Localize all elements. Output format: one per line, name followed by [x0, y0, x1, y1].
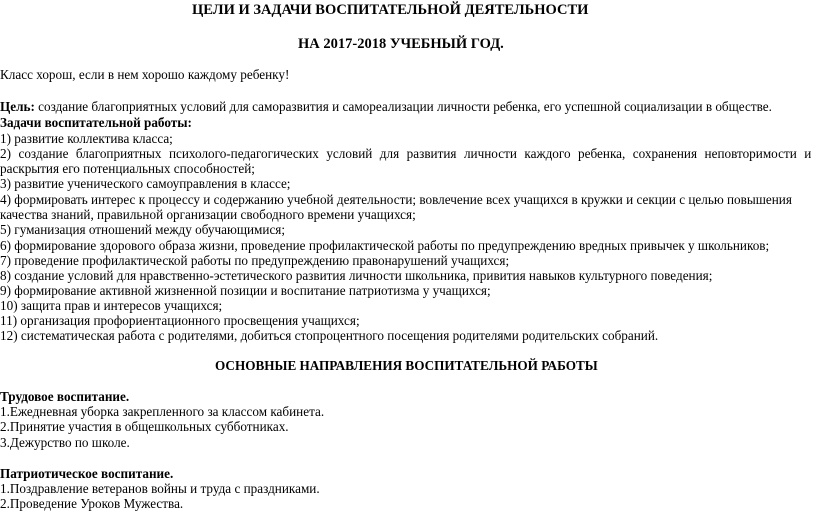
labor-heading: Трудовое воспитание.	[0, 389, 130, 404]
task-item: качества знаний, правильной организации свободного времени учащихся;	[0, 207, 416, 222]
task-item: 11) организация профориентационного просвещения учащихся;	[0, 313, 360, 328]
patriotic-item: 2.Проведение Уроков Мужества.	[0, 496, 184, 511]
task-item: 4) формировать интерес к процессу и содержанию учебной деятельности; вовлечение всех учащихся в кружки и секции с целью повышения	[0, 192, 792, 207]
goal-label: Цель:	[0, 99, 35, 114]
task-item: 2) создание благоприятных психолого-педагогических условий для развития личности каждого ребенка, сохранения неповторимости и	[0, 146, 812, 161]
directions-heading: ОСНОВНЫЕ НАПРАВЛЕНИЯ ВОСПИТАТЕЛЬНОЙ РАБОТЫ	[215, 358, 598, 373]
patriotic-heading: Патриотическое воспитание.	[0, 466, 174, 481]
task-item: 7) проведение профилактической работы по предупреждению правонарушений учащихся;	[0, 253, 510, 268]
task-item: 9) формирование активной жизненной позиции и воспитание патриотизма у учащихся;	[0, 283, 491, 298]
task-item: раскрытия его потенциальных способностей;	[0, 161, 255, 176]
task-item: 8) создание условий для нравственно-эстетического развития личности школьника, привития навыков культурного поведения;	[0, 268, 713, 283]
patriotic-item: 1.Поздравление ветеранов войны и труда с праздниками.	[0, 481, 320, 496]
task-item: 6) формирование здорового образа жизни, проведение профилактической работы по предупреждению вредных привычек у школьников;	[0, 238, 770, 253]
task-item: 5) гуманизация отношений между обучающимися;	[0, 222, 286, 237]
labor-item: 1.Ежедневная уборка закрепленного за классом кабинета.	[0, 404, 325, 419]
task-item: 10) защита прав и интересов учащихся;	[0, 298, 223, 313]
goal-text: создание благоприятных условий для саморазвития и самореализации личности ребенка, его успешной социализации в обществе.	[34, 99, 772, 114]
task-item: 12) систематическая работа с родителями, добиться стопроцентного посещения родителями родительских собраний.	[0, 328, 659, 343]
goal-paragraph	[0, 99, 772, 115]
task-item: 3) развитие ученического самоуправления в классе;	[0, 176, 291, 191]
labor-item: 3.Дежурство по школе.	[0, 435, 130, 450]
labor-item: 2.Принятие участия в общешкольных субботниках.	[0, 419, 289, 434]
motto: Класс хорош, если в нем хорошо каждому ребенку!	[0, 67, 290, 82]
tasks-heading: Задачи воспитательной работы:	[0, 115, 192, 130]
page-subtitle: НА 2017-2018 УЧЕБНЫЙ ГОД.	[298, 36, 504, 52]
page-title: ЦЕЛИ И ЗАДАЧИ ВОСПИТАТЕЛЬНОЙ ДЕЯТЕЛЬНОСТИ	[192, 2, 589, 18]
task-item: 1) развитие коллектива класса;	[0, 131, 173, 146]
